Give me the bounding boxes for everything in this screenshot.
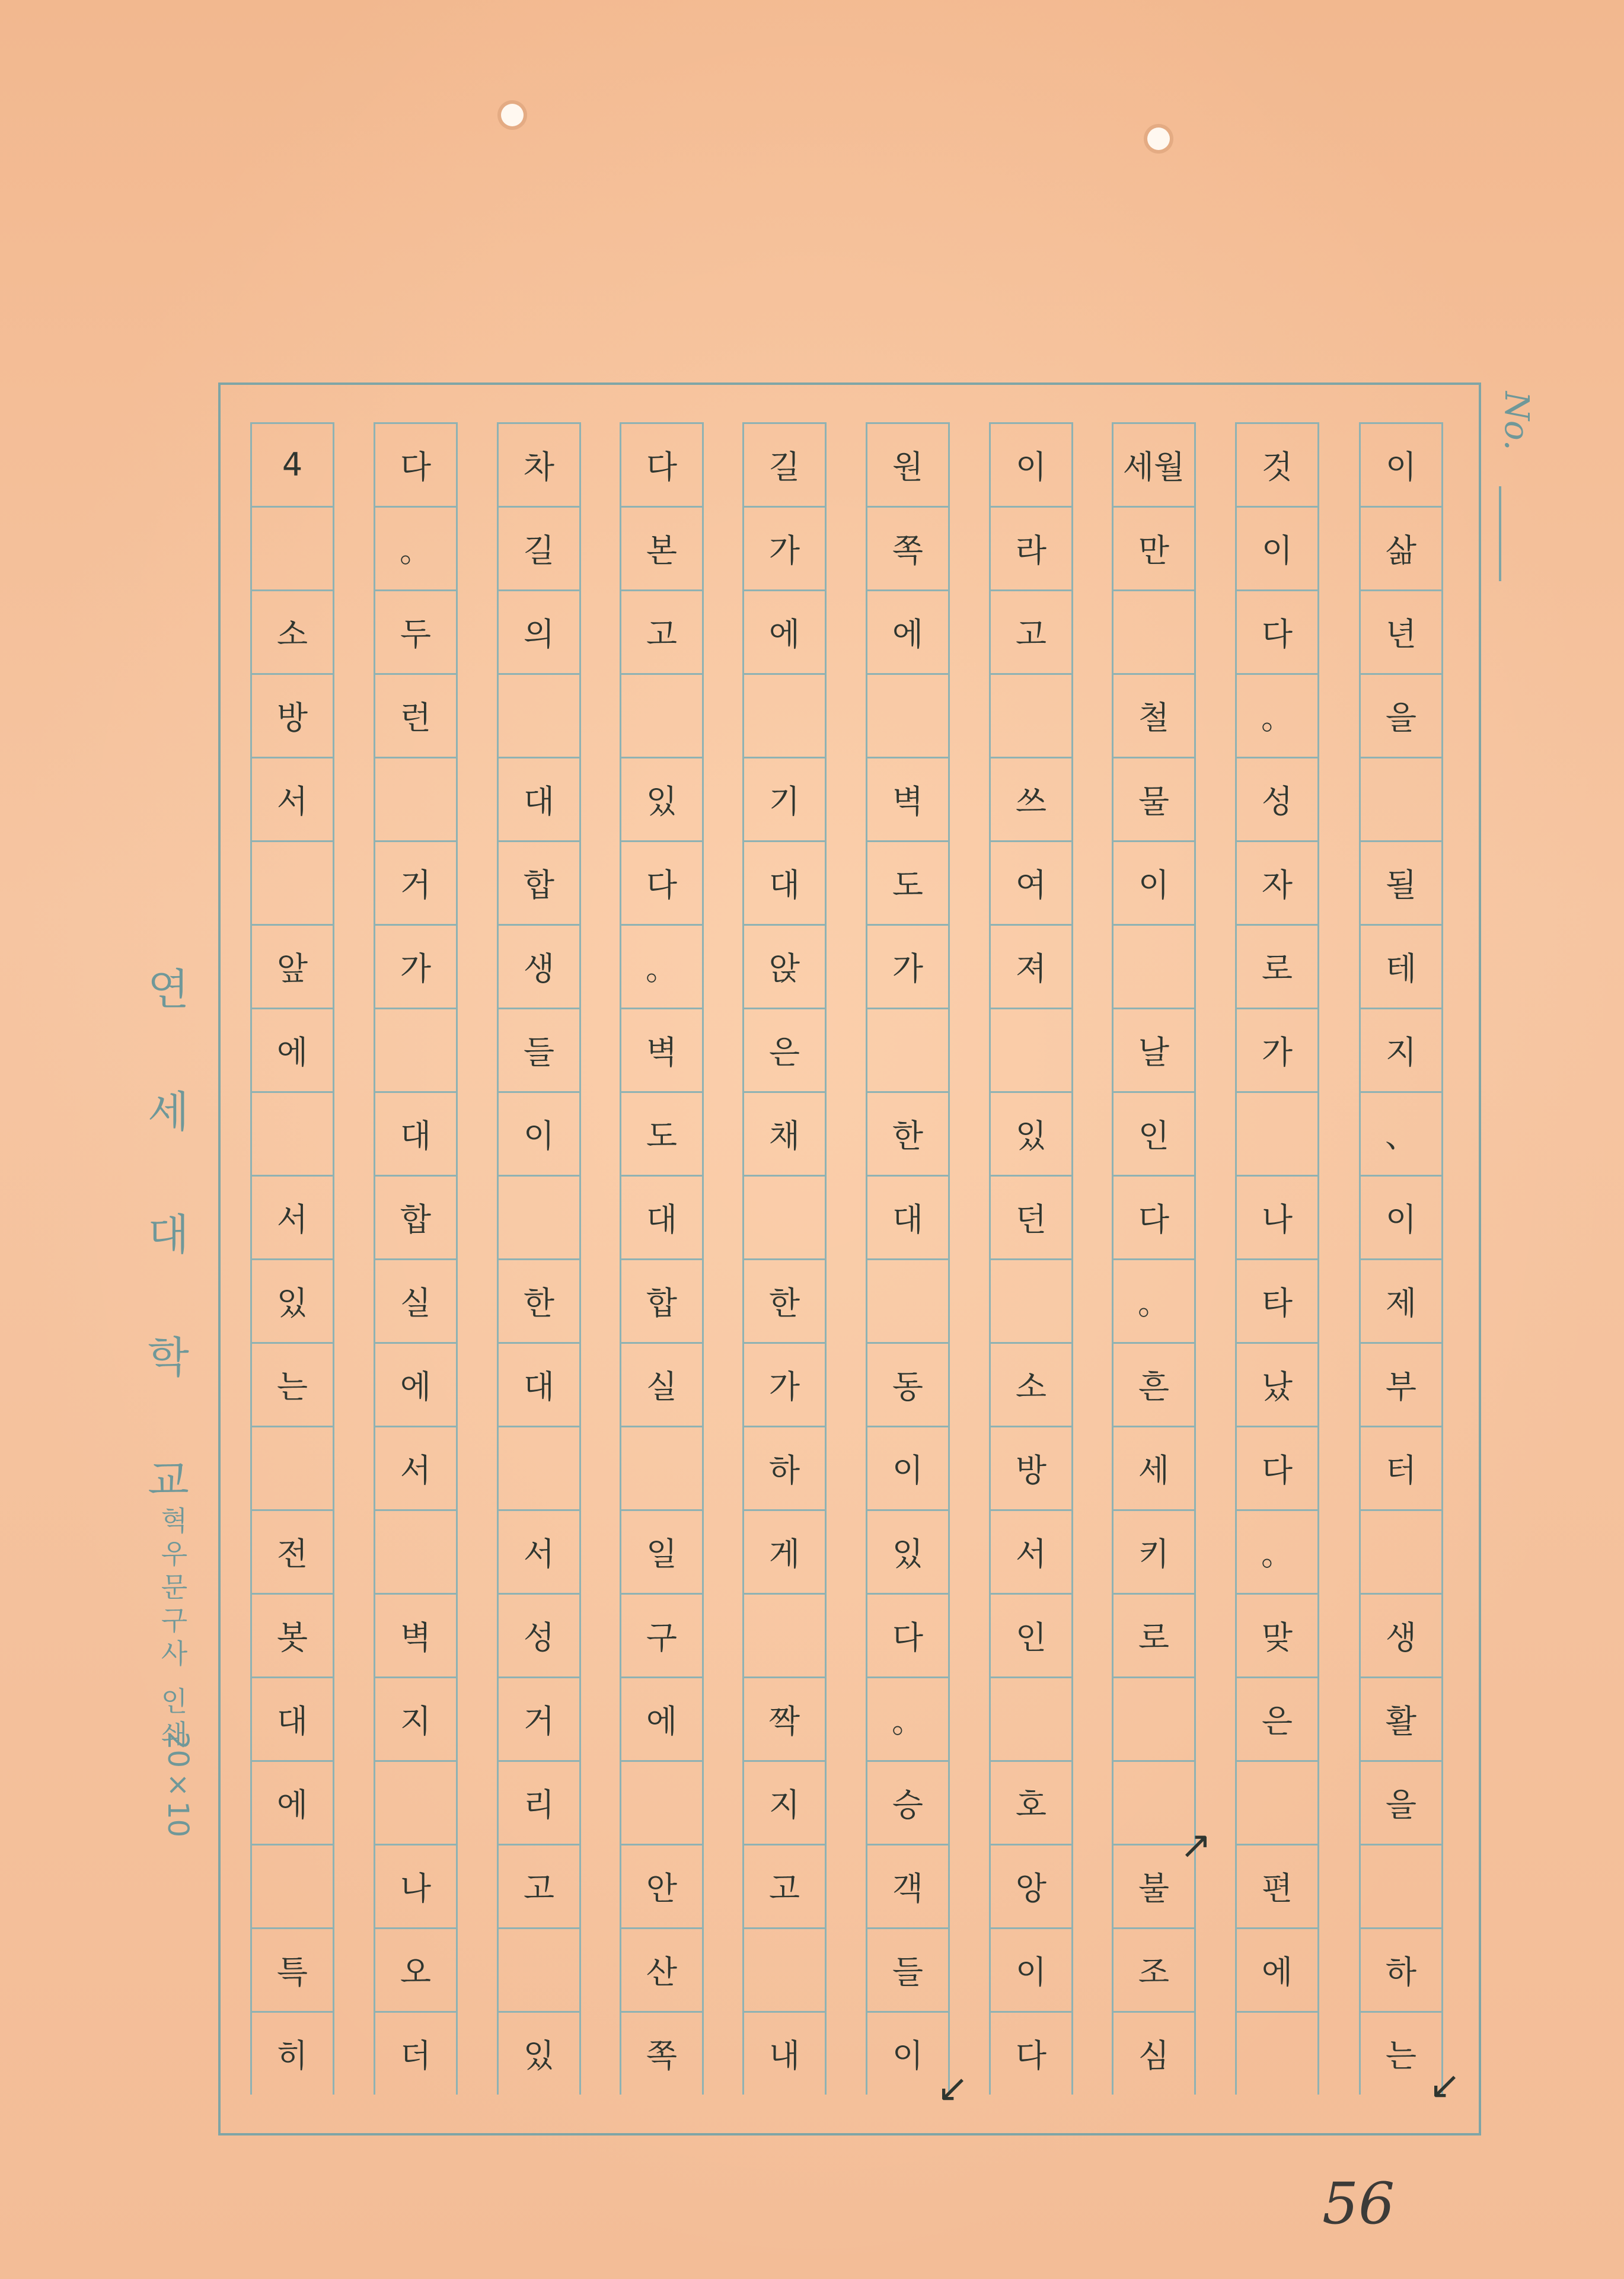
manuscript-cell: 로 [1237,924,1317,1006]
manuscript-cell [1361,757,1441,839]
manuscript-cell: 게 [744,1509,825,1592]
manuscript-cell: 다 [1237,1426,1317,1508]
manuscript-cell: 고 [744,1844,825,1926]
manuscript-cell [744,1927,825,2010]
manuscript-cell: 리 [499,1760,579,1843]
manuscript-cell [1237,1091,1317,1174]
manuscript-cell: 가 [1237,1008,1317,1090]
manuscript-cell: 터 [1361,1426,1441,1508]
manuscript-cell: 지 [744,1760,825,1843]
manuscript-cell [375,1509,456,1592]
manuscript-cell [1113,1676,1194,1759]
manuscript-cell: 이 [1113,840,1194,923]
manuscript-cell: 런 [375,673,456,756]
manuscript-cell: 나 [1237,1175,1317,1257]
manuscript-cell [867,1008,948,1090]
manuscript-cell: 가 [375,924,456,1006]
manuscript-cell: 생 [1361,1593,1441,1675]
manuscript-cell: 、 [1361,1091,1441,1174]
manuscript-cell: 벽 [867,757,948,839]
manuscript-cell: 인 [1113,1091,1194,1174]
manuscript-cell: 하 [1361,1927,1441,2010]
manuscript-cell: 생 [499,924,579,1006]
printer-name: 혁우문구사 인쇄 [157,1506,189,1754]
manuscript-cell: 쓰 [991,757,1071,839]
proofread-mark: ↗ [1180,1824,1212,1867]
manuscript-cell: 만 [1113,506,1194,588]
manuscript-cell: 세 [1113,1426,1194,1508]
manuscript-cell: 방 [252,673,333,756]
manuscript-cell: 에 [867,589,948,672]
manuscript-cell: 원 [867,422,948,505]
manuscript-cell: 서 [252,757,333,839]
manuscript-cell: 본 [621,506,702,588]
manuscript-cell: 전 [252,1509,333,1592]
manuscript-cell: 성 [499,1593,579,1675]
manuscript-cell: 날 [1113,1008,1194,1090]
manuscript-cell: 4 [252,422,333,505]
manuscript-cell [1113,589,1194,672]
manuscript-cell: 고 [991,589,1071,672]
manuscript-cell: 한 [499,1258,579,1341]
manuscript-cell: 대 [499,1342,579,1424]
manuscript-cell: 던 [991,1175,1071,1257]
manuscript-cell: 앉 [744,924,825,1006]
manuscript-cell [991,1676,1071,1759]
manuscript-cell: 내 [744,2011,825,2093]
manuscript-cell: 에 [621,1676,702,1759]
manuscript-column [866,422,950,2095]
manuscript-cell: 하 [744,1426,825,1508]
manuscript-cell: 에 [252,1008,333,1090]
manuscript-cell: 것 [1237,422,1317,505]
manuscript-cell: 이 [1361,422,1441,505]
manuscript-cell: 맞 [1237,1593,1317,1675]
margin-imprint [142,967,196,2064]
manuscript-cell: 더 [375,2011,456,2093]
sheet-number-line [1499,486,1501,581]
proofread-mark: ↙ [1429,2064,1461,2108]
manuscript-cell: 에 [1237,1927,1317,2010]
manuscript-cell: 제 [1361,1258,1441,1341]
manuscript-cell: 있 [991,1091,1071,1174]
manuscript-cell: 들 [867,1927,948,2010]
manuscript-cell: 호 [991,1760,1071,1843]
manuscript-cell: 합 [621,1258,702,1341]
manuscript-cell [499,673,579,756]
manuscript-cell: 고 [621,589,702,672]
binder-hole-right [1147,128,1170,150]
manuscript-cell: 에 [375,1342,456,1424]
manuscript-cell: 이 [991,1927,1071,2010]
manuscript-column [1235,422,1319,2095]
manuscript-cell: 될 [1361,840,1441,923]
manuscript-cell: 대 [252,1676,333,1759]
manuscript-cell: 합 [375,1175,456,1257]
manuscript-cell: 도 [867,840,948,923]
manuscript-cell: 소 [252,589,333,672]
manuscript-cell [991,1258,1071,1341]
manuscript-cell: 차 [499,422,579,505]
manuscript-cell: 인 [991,1593,1071,1675]
manuscript-cell: 흔 [1113,1342,1194,1424]
manuscript-cell: 소 [991,1342,1071,1424]
manuscript-cell: 물 [1113,757,1194,839]
manuscript-cell: 들 [499,1008,579,1090]
manuscript-cell: 히 [252,2011,333,2093]
manuscript-cell: 있 [621,757,702,839]
manuscript-cell: 가 [867,924,948,1006]
manuscript-cell: 실 [375,1258,456,1341]
manuscript-cell: 철 [1113,673,1194,756]
grid-size-label: 20×10 [161,1732,194,1838]
manuscript-cell: 한 [744,1258,825,1341]
manuscript-cell [744,1175,825,1257]
manuscript-cell [1361,1844,1441,1926]
manuscript-cell [867,673,948,756]
manuscript-cell: 에 [252,1760,333,1843]
manuscript-cell: 서 [375,1426,456,1508]
manuscript-cell [621,673,702,756]
manuscript-cell: 이 [1237,506,1317,588]
manuscript-cell: 일 [621,1509,702,1592]
manuscript-cell: 대 [499,757,579,839]
manuscript-cell: 에 [744,589,825,672]
manuscript-cell: 불 [1113,1844,1194,1926]
manuscript-cell: 길 [744,422,825,505]
manuscript-cell: 앙 [991,1844,1071,1926]
manuscript-cell: 쪽 [621,2011,702,2093]
manuscript-cell: 테 [1361,924,1441,1006]
manuscript-cell: 을 [1361,1760,1441,1843]
manuscript-cell: 기 [744,757,825,839]
sheet-number-label: No. [1497,391,1536,451]
manuscript-cell: 대 [375,1091,456,1174]
manuscript-cell [1113,924,1194,1006]
manuscript-column [742,422,827,2095]
manuscript-cell: 객 [867,1844,948,1926]
manuscript-cell: 있 [499,2011,579,2093]
publisher-name: 연 세 대 학 교 [140,967,190,1534]
manuscript-cell [252,1091,333,1174]
manuscript-cell: 의 [499,589,579,672]
manuscript-cell: 앞 [252,924,333,1006]
manuscript-column [1359,422,1443,2095]
manuscript-cell: 다 [621,422,702,505]
manuscript-column [497,422,581,2095]
manuscript-cell: 특 [252,1927,333,2010]
manuscript-cell [991,673,1071,756]
page-number: 56 [1322,2170,1395,2237]
manuscript-cell: 가 [744,1342,825,1424]
manuscript-cell: 져 [991,924,1071,1006]
manuscript-cell: 부 [1361,1342,1441,1424]
manuscript-cell: 은 [744,1008,825,1090]
manuscript-cell: 은 [1237,1676,1317,1759]
manuscript-cell: 。 [867,1676,948,1759]
manuscript-cell: 서 [252,1175,333,1257]
manuscript-column [374,422,458,2095]
manuscript-cell: 。 [1237,673,1317,756]
manuscript-cell: 대 [621,1175,702,1257]
manuscript-cell: 거 [499,1676,579,1759]
proofread-mark: ↙ [937,2067,969,2111]
manuscript-cell [252,506,333,588]
manuscript-cell: 。 [621,924,702,1006]
manuscript-cell [1237,1760,1317,1843]
manuscript-cell: 는 [1361,2011,1441,2093]
manuscript-cell: 두 [375,589,456,672]
manuscript-cell: 다 [991,2011,1071,2093]
manuscript-cell [252,1844,333,1926]
manuscript-cell: 있 [867,1509,948,1592]
manuscript-cell: 다 [1113,1175,1194,1257]
manuscript-cell: 이 [991,422,1071,505]
manuscript-cell: 여 [991,840,1071,923]
binder-hole-left [501,104,524,126]
manuscript-cell: 세월 [1113,422,1194,505]
manuscript-cell: 타 [1237,1258,1317,1341]
manuscript-cell [375,1008,456,1090]
manuscript-cell: 안 [621,1844,702,1926]
manuscript-cell [375,1760,456,1843]
manuscript-cell: 채 [744,1091,825,1174]
manuscript-cell: 구 [621,1593,702,1675]
manuscript-column [620,422,704,2095]
manuscript-cell: 라 [991,506,1071,588]
manuscript-cell [1237,2011,1317,2093]
manuscript-column [989,422,1073,2095]
manuscript-cell [499,1426,579,1508]
manuscript-cell: 자 [1237,840,1317,923]
manuscript-cell: 고 [499,1844,579,1926]
manuscript-cell: 서 [499,1509,579,1592]
manuscript-cell: 을 [1361,673,1441,756]
manuscript-cell: 쪽 [867,506,948,588]
manuscript-cell [499,1927,579,2010]
manuscript-cell [499,1175,579,1257]
manuscript-cell: 산 [621,1927,702,2010]
manuscript-cell: 지 [375,1676,456,1759]
manuscript-cell: 삶 [1361,506,1441,588]
manuscript-cell: 나 [375,1844,456,1926]
manuscript-cell: 동 [867,1342,948,1424]
manuscript-column [250,422,334,2095]
manuscript-cell: 성 [1237,757,1317,839]
manuscript-cell: 이 [867,1426,948,1508]
manuscript-cell: 났 [1237,1342,1317,1424]
manuscript-cell: 한 [867,1091,948,1174]
manuscript-cell: 다 [1237,589,1317,672]
manuscript-cell [744,673,825,756]
manuscript-cell: 다 [375,422,456,505]
manuscript-cell: 지 [1361,1008,1441,1090]
manuscript-cell: 봇 [252,1593,333,1675]
manuscript-cell [867,1258,948,1341]
manuscript-cell [621,1760,702,1843]
manuscript-cell: 대 [867,1175,948,1257]
manuscript-cell: 합 [499,840,579,923]
manuscript-cell: 이 [1361,1175,1441,1257]
manuscript-cell [375,757,456,839]
manuscript-cell: 심 [1113,2011,1194,2093]
manuscript-cell: 다 [867,1593,948,1675]
manuscript-cell [252,840,333,923]
manuscript-cell: 편 [1237,1844,1317,1926]
manuscript-cell [1361,1509,1441,1592]
manuscript-cell: 대 [744,840,825,923]
manuscript-cell: 승 [867,1760,948,1843]
manuscript-cell: 오 [375,1927,456,2010]
manuscript-cell: 방 [991,1426,1071,1508]
manuscript-cell: 다 [621,840,702,923]
manuscript-cell: 키 [1113,1509,1194,1592]
manuscript-cell: 。 [1237,1509,1317,1592]
manuscript-cell [744,1593,825,1675]
manuscript-cell [621,1426,702,1508]
manuscript-cell: 거 [375,840,456,923]
manuscript-cell: 활 [1361,1676,1441,1759]
manuscript-cell: 가 [744,506,825,588]
manuscript-cell: 년 [1361,589,1441,672]
manuscript-cell: 이 [867,2011,948,2093]
manuscript-cell [991,1008,1071,1090]
manuscript-cell: 。 [375,506,456,588]
manuscript-cell: 벽 [375,1593,456,1675]
manuscript-cell: 。 [1113,1258,1194,1341]
manuscript-cell: 짝 [744,1676,825,1759]
manuscript-cell [252,1426,333,1508]
manuscript-cell: 실 [621,1342,702,1424]
manuscript-cell: 조 [1113,1927,1194,2010]
manuscript-cell: 도 [621,1091,702,1174]
manuscript-cell: 이 [499,1091,579,1174]
manuscript-cell: 있 [252,1258,333,1341]
manuscript-cell: 길 [499,506,579,588]
manuscript-cell: 벽 [621,1008,702,1090]
manuscript-cell: 로 [1113,1593,1194,1675]
manuscript-cell: 서 [991,1509,1071,1592]
manuscript-cell: 는 [252,1342,333,1424]
